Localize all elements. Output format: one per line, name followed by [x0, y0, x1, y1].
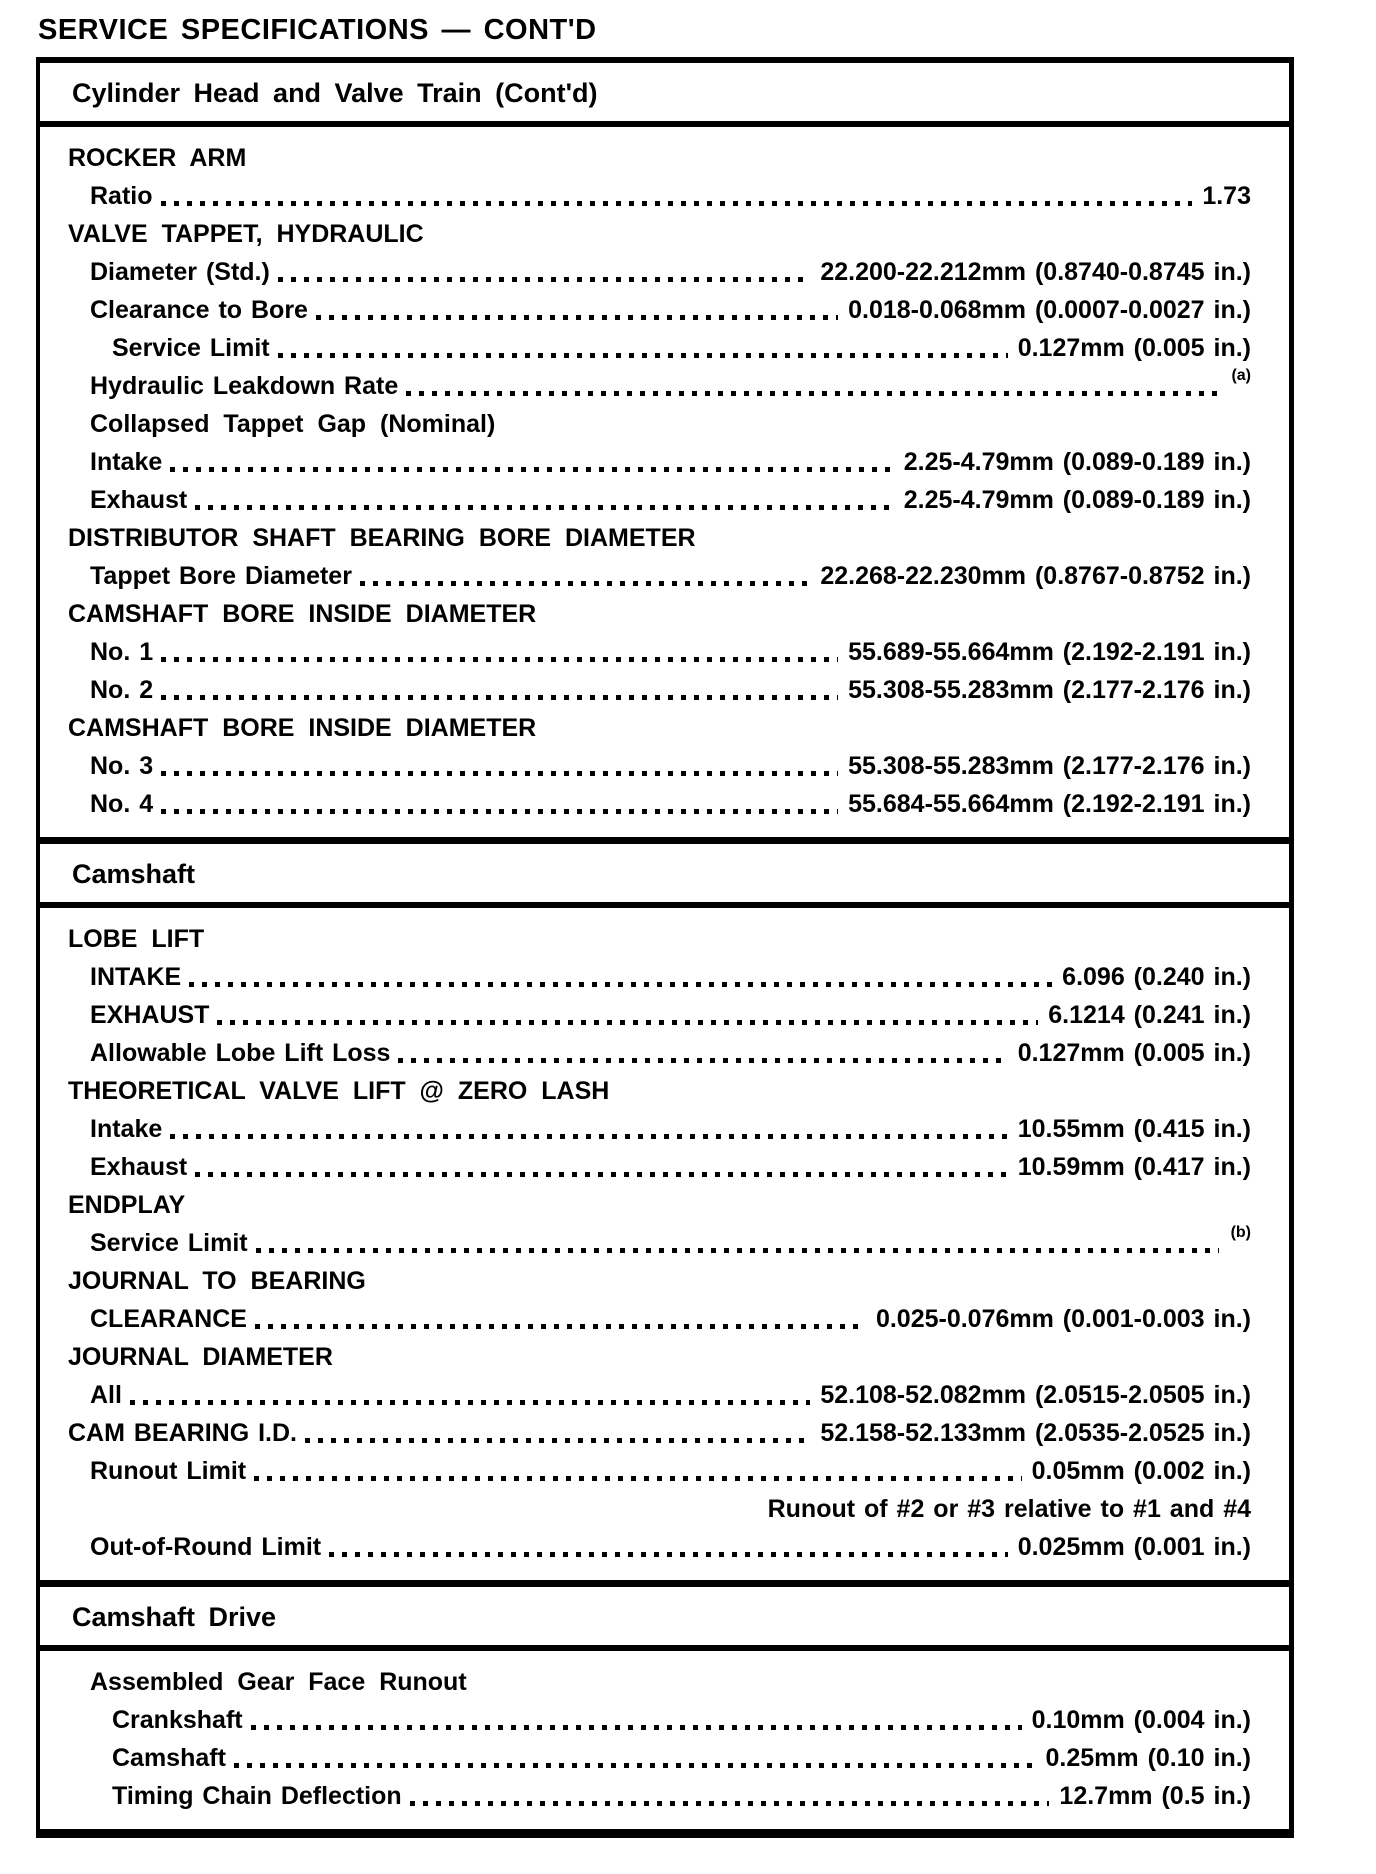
spec-value: 6.1214 (0.241 in.) — [1048, 1001, 1251, 1029]
spec-label: All — [90, 1381, 122, 1409]
spec-sections — [40, 63, 1289, 1829]
spec-table — [36, 57, 1294, 1838]
dot-leader — [161, 695, 838, 700]
spec-label: No. 1 — [90, 638, 154, 666]
section-body — [40, 908, 1289, 1580]
spec-row — [68, 291, 1251, 329]
spec-row — [68, 177, 1251, 215]
section-body — [40, 127, 1289, 837]
spec-label: Allowable Lobe Lift Loss — [90, 1039, 391, 1067]
spec-label: CAM BEARING I.D. — [68, 1419, 297, 1447]
spec-label: Intake — [90, 1115, 163, 1143]
dot-leader — [316, 315, 838, 320]
page-title: SERVICE SPECIFICATIONS — CONT'D — [38, 14, 597, 46]
spec-row — [68, 443, 1251, 481]
spec-label: VALVE TAPPET, HYDRAULIC — [68, 220, 424, 248]
spec-label: Clearance to Bore — [90, 296, 308, 324]
spec-row — [68, 996, 1251, 1034]
spec-row — [68, 329, 1251, 367]
footnote-marker: (b) — [1230, 1224, 1251, 1241]
spec-value: 0.25mm (0.10 in.) — [1045, 1744, 1251, 1772]
spec-label: Assembled Gear Face Runout — [90, 1668, 467, 1696]
spec-value: 0.025mm (0.001 in.) — [1017, 1533, 1251, 1561]
dot-leader — [360, 581, 810, 586]
spec-value: 0.05mm (0.002 in.) — [1031, 1457, 1251, 1485]
spec-label: Tappet Bore Diameter — [90, 562, 352, 590]
spec-row — [68, 958, 1251, 996]
dot-leader — [189, 982, 1052, 987]
dot-leader — [278, 277, 811, 282]
spec-row — [68, 747, 1251, 785]
spec-label: Ratio — [90, 182, 153, 210]
spec-row — [68, 1110, 1251, 1148]
spec-value: 55.308-55.283mm (2.177-2.176 in.) — [848, 752, 1251, 780]
spec-value: 0.018-0.068mm (0.0007-0.0027 in.) — [848, 296, 1251, 324]
spec-value: 0.127mm (0.005 in.) — [1017, 334, 1251, 362]
spec-row — [68, 1300, 1251, 1338]
dot-leader — [217, 1020, 1038, 1025]
spec-value: 1.73 — [1202, 182, 1251, 210]
spec-row — [68, 481, 1251, 519]
spec-group-row — [68, 139, 1251, 177]
spec-label: Exhaust — [90, 486, 188, 514]
spec-label: No. 3 — [90, 752, 154, 780]
spec-value: 10.55mm (0.415 in.) — [1017, 1115, 1251, 1143]
section-header: Cylinder Head and Valve Train (Cont'd) — [40, 63, 1289, 127]
spec-group-row — [68, 405, 1251, 443]
spec-label: INTAKE — [90, 963, 182, 991]
spec-row — [68, 1414, 1251, 1452]
spec-value: 0.127mm (0.005 in.) — [1017, 1039, 1251, 1067]
spec-group-row — [68, 920, 1251, 958]
dot-leader — [161, 201, 1193, 206]
spec-row — [68, 1739, 1251, 1777]
spec-value: 55.684-55.664mm (2.192-2.191 in.) — [848, 790, 1251, 818]
dot-leader — [130, 1400, 810, 1405]
spec-row — [68, 1148, 1251, 1186]
dot-leader — [170, 1134, 1007, 1139]
spec-row — [68, 1452, 1251, 1490]
spec-section — [40, 837, 1289, 1580]
spec-group-row — [68, 1186, 1251, 1224]
spec-label: Runout Limit — [90, 1457, 247, 1485]
spec-group-row — [68, 595, 1251, 633]
spec-row — [68, 557, 1251, 595]
spec-row — [68, 253, 1251, 291]
spec-label: Service Limit — [90, 1229, 248, 1257]
spec-row — [68, 1224, 1251, 1262]
spec-row — [68, 367, 1251, 405]
dot-leader — [278, 353, 1008, 358]
spec-label: THEORETICAL VALVE LIFT @ ZERO LASH — [68, 1077, 610, 1105]
dot-leader — [161, 657, 838, 662]
spec-label: Hydraulic Leakdown Rate — [90, 372, 399, 400]
spec-value: 6.096 (0.240 in.) — [1062, 963, 1251, 991]
spec-group-row — [68, 1338, 1251, 1376]
spec-section — [40, 1580, 1289, 1829]
spec-label: JOURNAL TO BEARING — [68, 1267, 366, 1295]
spec-section — [40, 63, 1289, 837]
spec-label: Timing Chain Deflection — [112, 1782, 402, 1810]
spec-value: 55.689-55.664mm (2.192-2.191 in.) — [848, 638, 1251, 666]
footnote-marker: (a) — [1231, 367, 1251, 384]
dot-leader — [406, 391, 1219, 396]
dot-leader — [234, 1763, 1036, 1768]
spec-value: 22.200-22.212mm (0.8740-0.8745 in.) — [820, 258, 1251, 286]
spec-label: ENDPLAY — [68, 1191, 186, 1219]
spec-row — [68, 1034, 1251, 1072]
spec-note-text: Runout of #2 or #3 relative to #1 and #4 — [767, 1495, 1251, 1523]
spec-label: Intake — [90, 448, 163, 476]
spec-row — [68, 1528, 1251, 1566]
dot-leader — [305, 1438, 810, 1443]
spec-label: CAMSHAFT BORE INSIDE DIAMETER — [68, 600, 537, 628]
spec-label: Crankshaft — [112, 1706, 243, 1734]
spec-value: 2.25-4.79mm (0.089-0.189 in.) — [903, 486, 1251, 514]
spec-group-row — [68, 519, 1251, 557]
spec-row — [68, 1701, 1251, 1739]
spec-value: 22.268-22.230mm (0.8767-0.8752 in.) — [820, 562, 1251, 590]
dot-leader — [255, 1324, 866, 1329]
spec-label: DISTRIBUTOR SHAFT BEARING BORE DIAMETER — [68, 524, 696, 552]
spec-label: Collapsed Tappet Gap (Nominal) — [90, 410, 496, 438]
dot-leader — [410, 1801, 1050, 1806]
dot-leader — [170, 467, 893, 472]
spec-label: No. 4 — [90, 790, 154, 818]
dot-leader — [329, 1552, 1008, 1557]
spec-label: LOBE LIFT — [68, 925, 205, 953]
spec-value: 0.10mm (0.004 in.) — [1031, 1706, 1251, 1734]
spec-value: 0.025-0.076mm (0.001-0.003 in.) — [875, 1305, 1251, 1333]
spec-label: EXHAUST — [90, 1001, 210, 1029]
spec-group-row — [68, 1663, 1251, 1701]
spec-label: Camshaft — [112, 1744, 226, 1772]
dot-leader — [256, 1248, 1219, 1253]
spec-row — [68, 1777, 1251, 1815]
spec-label: JOURNAL DIAMETER — [68, 1343, 333, 1371]
dot-leader — [398, 1058, 1007, 1063]
dot-leader — [195, 1172, 1007, 1177]
spec-label: CLEARANCE — [90, 1305, 247, 1333]
spec-value: 55.308-55.283mm (2.177-2.176 in.) — [848, 676, 1251, 704]
spec-value: 12.7mm (0.5 in.) — [1059, 1782, 1251, 1810]
spec-row — [68, 785, 1251, 823]
spec-value: 2.25-4.79mm (0.089-0.189 in.) — [903, 448, 1251, 476]
spec-row — [68, 1376, 1251, 1414]
dot-leader — [161, 809, 838, 814]
spec-group-row — [68, 709, 1251, 747]
spec-group-row — [68, 1072, 1251, 1110]
spec-label: CAMSHAFT BORE INSIDE DIAMETER — [68, 714, 537, 742]
spec-row — [68, 633, 1251, 671]
dot-leader — [195, 505, 893, 510]
spec-value: 52.158-52.133mm (2.0535-2.0525 in.) — [820, 1419, 1251, 1447]
spec-group-row — [68, 215, 1251, 253]
spec-label: Diameter (Std.) — [90, 258, 270, 286]
dot-leader — [254, 1476, 1021, 1481]
spec-label: ROCKER ARM — [68, 144, 247, 172]
spec-label: Service Limit — [112, 334, 270, 362]
spec-note-row — [68, 1490, 1251, 1528]
spec-value: 52.108-52.082mm (2.0515-2.0505 in.) — [820, 1381, 1251, 1409]
spec-label: Out-of-Round Limit — [90, 1533, 322, 1561]
section-header: Camshaft Drive — [40, 1580, 1289, 1651]
spec-row — [68, 671, 1251, 709]
spec-label: No. 2 — [90, 676, 154, 704]
dot-leader — [161, 771, 838, 776]
spec-group-row — [68, 1262, 1251, 1300]
section-header: Camshaft — [40, 837, 1289, 908]
spec-label: Exhaust — [90, 1153, 188, 1181]
dot-leader — [251, 1725, 1022, 1730]
section-body — [40, 1651, 1289, 1829]
spec-value: 10.59mm (0.417 in.) — [1017, 1153, 1251, 1181]
